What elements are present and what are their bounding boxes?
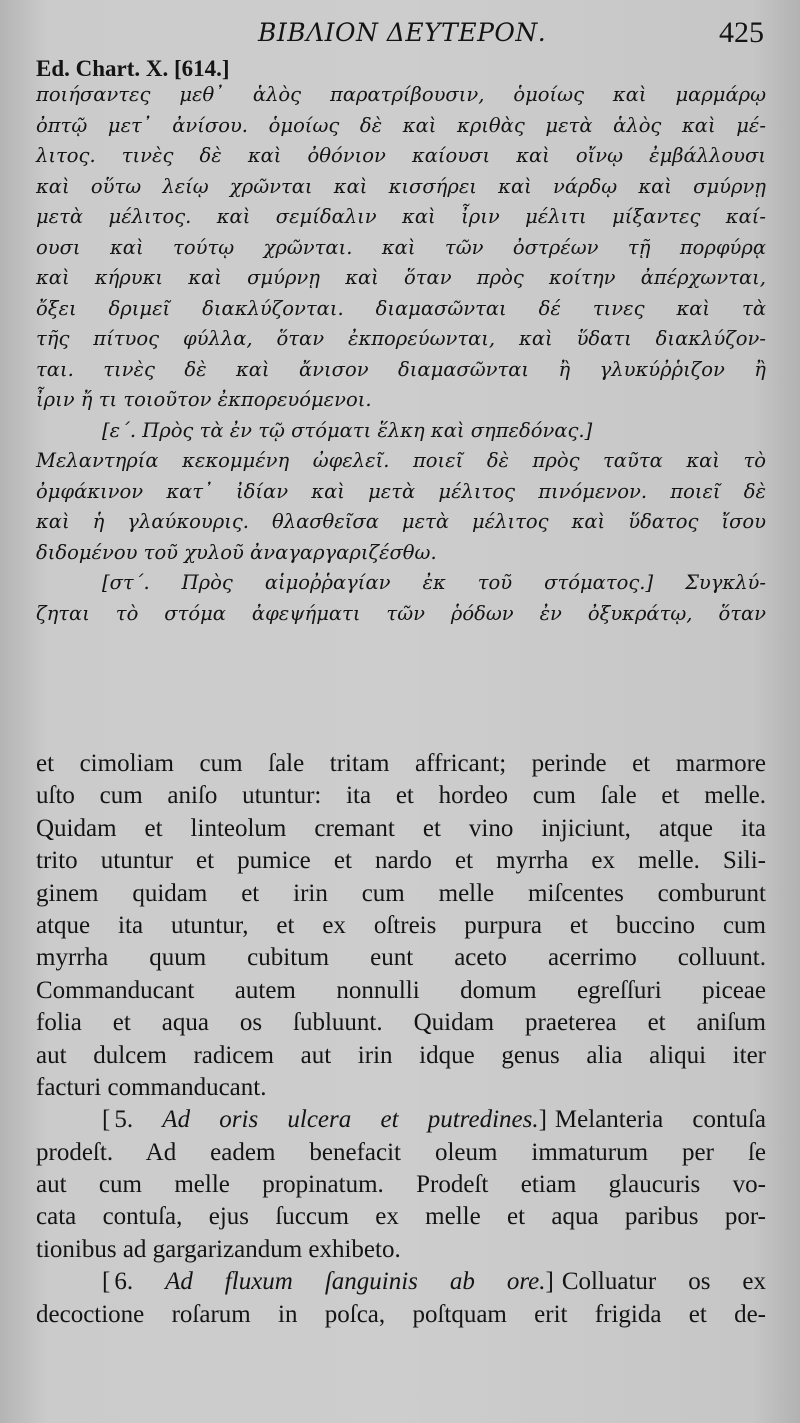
latin-line-text: Melanteria contuſa (554, 1106, 766, 1134)
greek-line: ἶριν ἤ τι τοιοῦτον ἐκπορευόμενοι. (36, 388, 372, 411)
latin-line: ginem quidam et irin cum melle miſcentes comburunt (36, 879, 766, 907)
greek-line: ὀμφάκινον κατ᾽ ἰδίαν καὶ μετὰ μέλιτος πινόμενον. ποιεῖ δὲ (36, 479, 766, 503)
greek-line: ὀπτῷ μετ᾽ ἀνίσου. ὁμοίως δὲ καὶ κριθὰς μετὰ ἁλὸς καὶ μέ- (36, 113, 766, 137)
latin-line: Commanducant autem nonnulli domum egreſſuri piceae (36, 976, 766, 1004)
latin-line: cata contuſa, ejus ſuccum ex melle et aqua paribus por- (36, 1203, 766, 1231)
latin-section-6-number: 6. (114, 1268, 134, 1296)
greek-section-heading: [ε΄. Πρὸς τὰ ἐν τῷ στόματι ἕλκη καὶ σηπεδόνας.] (102, 418, 593, 442)
latin-line: trito utuntur et pumice et nardo et myrrha ex melle. Sili- (36, 847, 766, 875)
page-number: 425 (719, 16, 764, 49)
latin-line: facturi commanducant. (36, 1073, 267, 1101)
greek-line: ουσι καὶ τούτῳ χρῶνται. καὶ τῶν ὀστρέων τῇ πορφύρᾳ (36, 235, 766, 259)
greek-line: μετὰ μέλιτος. καὶ σεμίδαλιν καὶ ἶριν μέλιτι μίξαντες καί- (36, 205, 766, 228)
page-header (0, 12, 800, 54)
latin-line: decoctione roſarum in poſca, poſtquam erit frigida et de- (36, 1300, 766, 1328)
latin-section-5-number: 5. (114, 1106, 134, 1134)
latin-line: aut cum melle propinatum. Prodeſt etiam glaucuris vo- (36, 1171, 766, 1199)
latin-line-text: Colluatur os ex (561, 1268, 767, 1296)
latin-section-6-title: Ad fluxum ſanguinis ab ore. (165, 1268, 546, 1296)
latin-line: aut dulcem radicem aut irin idque genus alia aliqui iter (36, 1041, 766, 1069)
latin-line: tionibus ad gargarizandum exhibeto. (36, 1235, 401, 1263)
latin-line: Quidam et linteolum cremant et vino injiciunt, atque ita (36, 814, 766, 842)
greek-section-heading: [στ΄. Πρὸς αἱμοῤῥαγίαν ἐκ τοῦ στόματος.] Συγκλύ- (102, 571, 766, 594)
greek-line: καὶ ἡ γλαύκουρις. θλασθεῖσα μετὰ μέλιτος καὶ ὕδατος ἴσου (36, 510, 766, 533)
greek-line: ζηται τὸ στόμα ἀφεψήματι τῶν ῥόδων ἐν ὀξυκράτῳ, ὅταν (36, 601, 766, 625)
latin-line: prodeſt. Ad eadem benefacit oleum immaturum per ſe (36, 1138, 766, 1166)
greek-line: ποιήσαντες μεθ᾽ ἁλὸς παρατρίβουσιν, ὁμοίως καὶ μαρμάρῳ (36, 83, 766, 106)
greek-line: καὶ οὕτω λείῳ χρῶνται καὶ κισσήρει καὶ νάρδῳ καὶ σμύρνῃ (36, 174, 766, 198)
latin-section-5-title: Ad oris ulcera et putredines. (162, 1106, 539, 1134)
edition-reference: Ed. Chart. X. [614.] (36, 56, 230, 81)
latin-line: atque ita utuntur, et ex oſtreis purpura et buccino cum (36, 911, 766, 939)
running-title: ΒΙΒΛΙΟΝ ΔΕΥΤΕΡΟΝ. (258, 18, 547, 47)
greek-line: λιτος. τινὲς δὲ καὶ ὀθόνιον καίουσι καὶ οἴνῳ ἐμβάλλουσι (36, 144, 766, 167)
latin-text-block (36, 748, 766, 1331)
greek-line: τῆς πίτυος φύλλα, ὅταν ἐκπορεύωνται, καὶ ὕδατι διακλύζον- (36, 327, 766, 350)
latin-line: folia et aqua os ſubluunt. Quidam praeterea et aniſum (36, 1009, 766, 1037)
greek-line: ται. τινὲς δὲ καὶ ἄνισον διαμασῶνται ἢ γλυκύῤῥιζον ἢ (36, 357, 766, 381)
greek-line: καὶ κήρυκι καὶ σμύρνῃ καὶ ὅταν πρὸς κοίτην ἀπέρχωνται, (36, 266, 766, 289)
latin-line: myrrha quum cubitum eunt aceto acerrimo colluunt. (36, 944, 766, 972)
latin-line: uſto cum aniſo utuntur: ita et hordeo cum ſale et melle. (36, 782, 766, 810)
latin-section-6-first-line (36, 1266, 766, 1298)
greek-line: Μελαντηρία κεκομμένη ὠφελεῖ. ποιεῖ δὲ πρὸς ταῦτα καὶ τὸ (36, 449, 766, 472)
latin-section-6-heading: [ 6. Ad fluxum ſanguinis ab ore.] (102, 1268, 554, 1296)
greek-text-block (36, 80, 766, 629)
greek-line: διδομένου τοῦ χυλοῦ ἀναγαργαριζέσθω. (36, 540, 437, 564)
latin-line: et cimoliam cum ſale tritam affricant; perinde et marmore (36, 750, 766, 777)
latin-section-5-first-line (36, 1104, 766, 1136)
greek-line: ὄξει δριμεῖ διακλύζονται. διαμασῶνται δέ τινες καὶ τὰ (36, 296, 766, 320)
latin-section-5-heading: [ 5. Ad oris ulcera et putredines.] (102, 1106, 547, 1134)
